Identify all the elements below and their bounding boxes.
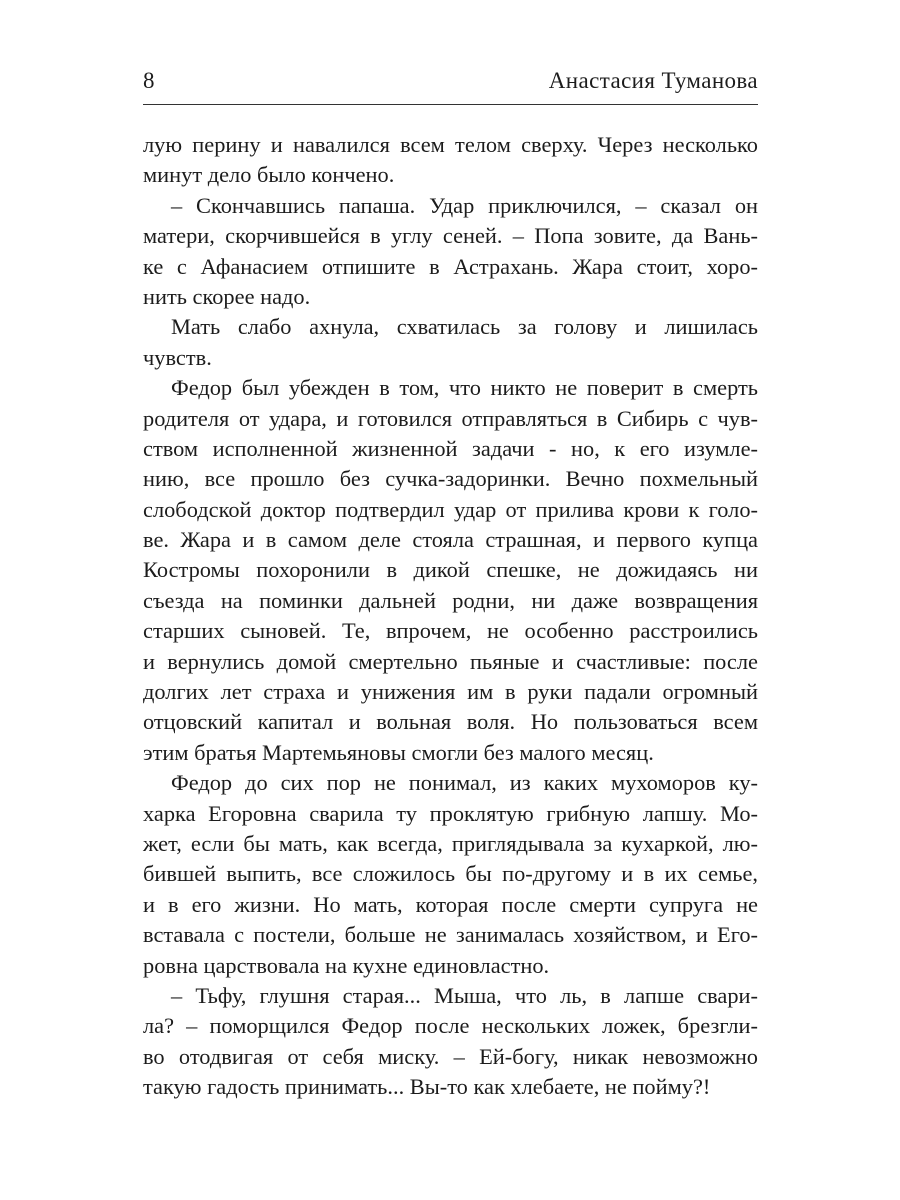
text-line: ла? – поморщился Федор после нескольких ложек, брезгли- [143,1013,758,1039]
text-line: харка Егоровна сварила ту проклятую грибную лапшу. Мо- [143,800,758,826]
text-line: во отодвигая от себя миску. – Ей-богу, никак невозможно [143,1043,758,1069]
text-line: матери, скорчившейся в углу сеней. – Попа зовите, да Вань- [143,223,758,249]
text-line: ке с Афанасием отпишите в Астрахань. Жара стоит, хоро- [143,253,758,279]
text-line: Федор до сих пор не понимал, из каких мухоморов ку- [171,770,758,796]
text-line: съезда на поминки дальней родни, ни даже возвращения [143,587,758,613]
text-line: родителя от удара, и готовился отправляться в Сибирь с чув- [143,405,758,431]
text-line: жет, если бы мать, как всегда, приглядывала за кухаркой, лю- [143,830,758,856]
text-line: лую перину и навалился всем телом сверху. Через несколько [143,132,758,157]
text-line: нить скорее надо. [143,283,311,309]
body-text [143,130,758,1103]
text-line: нию, все прошло без сучка-задоринки. Вечно похмельный [143,466,758,492]
running-header [143,66,758,102]
text-line: этим братья Мартемьяновы смогли без малого месяц. [143,739,654,765]
text-line: слободской доктор подтвердил удар от прилива крови к голо- [143,496,758,522]
text-line: ством исполненной жизненной задачи - но, к его изумле- [143,435,758,461]
text-line: и в его жизни. Но мать, которая после смерти супруга не [143,891,758,917]
text-line: минут дело было кончено. [143,162,395,188]
header-divider [143,104,758,105]
text-line: старших сыновей. Те, впрочем, не особенно расстроились [143,618,758,644]
author-name: Анастасия Туманова [548,68,758,93]
text-line: и вернулись домой смертельно пьяные и счастливые: после [143,648,758,674]
text-line: – Тьфу, глушня старая... Мыша, что ль, в лапше свари- [171,982,758,1008]
page-number: 8 [143,68,155,93]
text-line: вставала с постели, больше не занималась хозяйством, и Его- [143,922,758,948]
text-line: – Скончавшись папаша. Удар приключился, – сказал он [171,192,758,218]
text-line: бившей выпить, все сложилось бы по-другому и в их семье, [143,861,758,887]
text-line: ровна царствовала на кухне единовластно. [143,952,550,978]
text-line: Мать слабо ахнула, схватилась за голову и лишилась [171,314,758,340]
text-line: Костромы похоронили в дикой спешке, не дожидаясь ни [143,557,758,583]
text-line: чувств. [143,344,212,370]
text-line: ве. Жара и в самом деле стояла страшная, и первого купца [143,527,758,553]
text-line: долгих лет страха и унижения им в руки падали огромный [143,679,758,705]
text-line: отцовский капитал и вольная воля. Но пользоваться всем [143,709,758,735]
text-line: такую гадость принимать... Вы-то как хлебаете, не пойму?! [143,1074,711,1100]
text-line: Федор был убежден в том, что никто не поверит в смерть [171,375,758,401]
